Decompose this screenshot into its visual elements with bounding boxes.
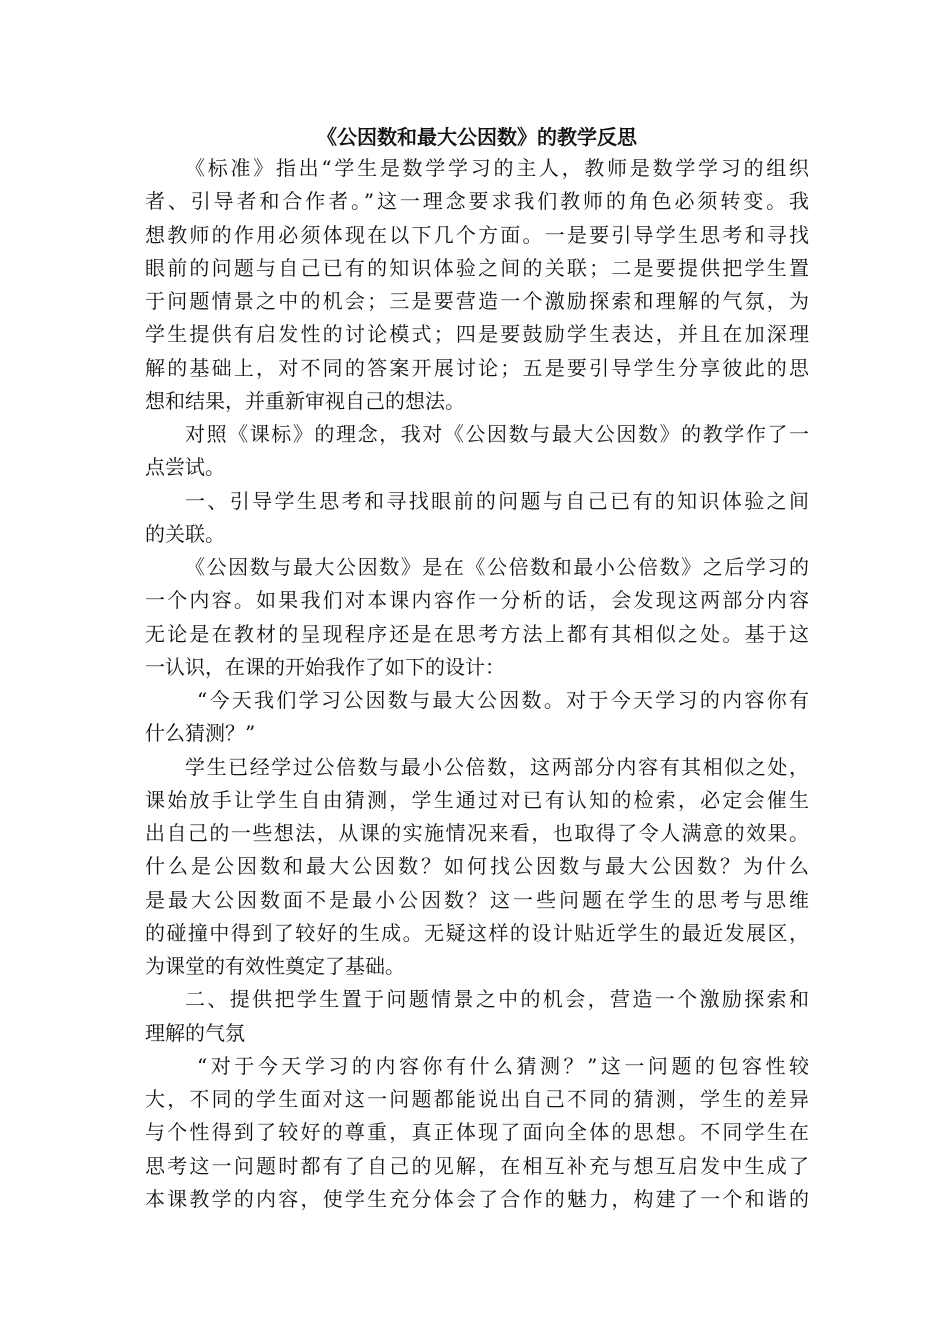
- paragraph-line: 无论是在教材的呈现程序还是在思考方法上都有其相似之处。基于这: [145, 621, 809, 646]
- paragraph-line: 是最大公因数面不是最小公因数？这一些问题在学生的思考与思维: [145, 887, 809, 912]
- quote-line: 什么猜测？”: [145, 721, 256, 746]
- document-title: 《公因数和最大公因数》的教学反思: [317, 125, 637, 149]
- paragraph-line: 《公因数与最大公因数》是在《公倍数和最小公倍数》之后学习的: [185, 555, 809, 579]
- section-heading-line: 二、提供把学生置于问题情景之中的机会，营造一个激励探索和: [185, 987, 809, 1012]
- section-heading-line: 一、引导学生思考和寻找眼前的问题与自己已有的知识体验之间: [185, 488, 809, 513]
- paragraph-line: 学生提供有启发性的讨论模式；四是要鼓励学生表达，并且在加深理: [145, 322, 809, 347]
- paragraph-line: 者、引导者和合作者。”这一理念要求我们教师的角色必须转变。我: [145, 189, 809, 214]
- document-body: [145, 152, 809, 1216]
- paragraph-line: 点尝试。: [145, 455, 225, 480]
- paragraph-line: 《标准》指出“学生是数学学习的主人，教师是数学学习的组织: [185, 156, 809, 180]
- paragraph-line: 大，不同的学生面对这一问题都能说出自己不同的猜测，学生的差异: [145, 1087, 809, 1111]
- paragraph-line: 出自己的一些想法，从课的实施情况来看，也取得了令人满意的效果。: [145, 821, 809, 845]
- paragraph-line: 与个性得到了较好的尊重，真正体现了面向全体的思想。不同学生在: [145, 1120, 809, 1145]
- paragraph-line: 眼前的问题与自己已有的知识体验之间的关联；二是要提供把学生置: [145, 255, 809, 280]
- paragraph-line: 想和结果，并重新审视自己的想法。: [145, 388, 465, 413]
- paragraph-line: 学生已经学过公倍数与最小公倍数，这两部分内容有其相似之处，: [185, 754, 809, 779]
- quote-line: “今天我们学习公因数与最大公因数。对于今天学习的内容你有: [197, 688, 809, 712]
- paragraph-line: 于问题情景之中的机会；三是要营造一个激励探索和理解的气氛，为: [145, 289, 809, 313]
- paragraph-line: 本课教学的内容，使学生充分体会了合作的魅力，构建了一个和谐的: [145, 1186, 809, 1211]
- paragraph-line: 对照《课标》的理念，我对《公因数与最大公因数》的教学作了一: [185, 422, 809, 446]
- paragraph-line: “对于今天学习的内容你有什么猜测？”这一问题的包容性较: [197, 1053, 809, 1078]
- section-heading-line: 的关联。: [145, 521, 225, 546]
- paragraph-line: 为课堂的有效性奠定了基础。: [145, 954, 405, 978]
- paragraph-line: 什么是公因数和最大公因数？如何找公因数与最大公因数？为什么: [145, 854, 809, 879]
- paragraph-line: 想教师的作用必须体现在以下几个方面。一是要引导学生思考和寻找: [145, 222, 809, 247]
- paragraph-line: 一认识，在课的开始我作了如下的设计：: [145, 654, 505, 679]
- paragraph-line: 思考这一问题时都有了自己的见解，在相互补充与想互启发中生成了: [145, 1153, 809, 1178]
- section-heading-line: 理解的气氛: [145, 1020, 245, 1045]
- paragraph-line: 课始放手让学生自由猜测，学生通过对已有认知的检索，必定会催生: [145, 787, 809, 812]
- paragraph-line: 一个内容。如果我们对本课内容作一分析的话，会发现这两部分内容: [145, 588, 809, 613]
- paragraph-line: 解的基础上，对不同的答案开展讨论；五是要引导学生分享彼此的思: [145, 355, 809, 380]
- paragraph-line: 的碰撞中得到了较好的生成。无疑这样的设计贴近学生的最近发展区，: [145, 920, 809, 945]
